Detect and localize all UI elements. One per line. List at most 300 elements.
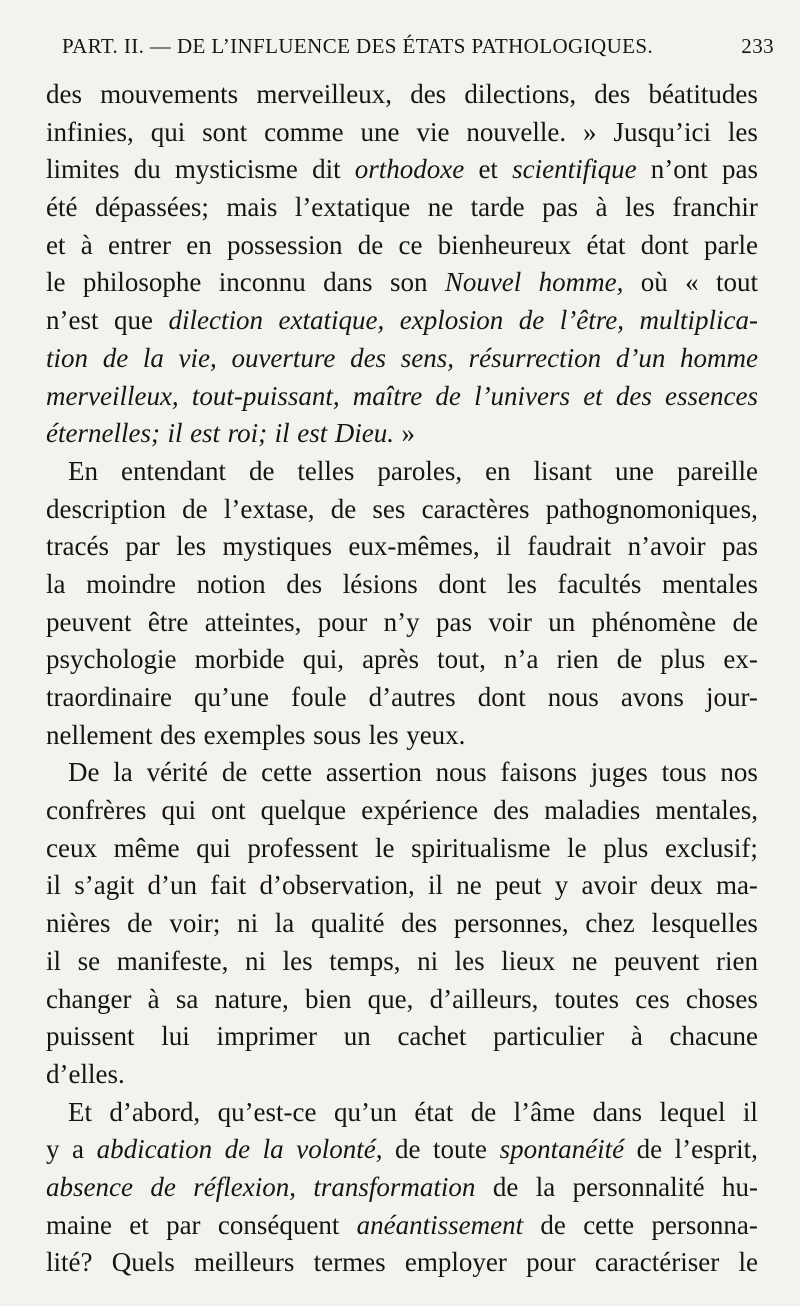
- word: foule: [291, 682, 347, 712]
- word: rien: [716, 945, 758, 976]
- word: nos: [720, 757, 758, 788]
- word: mais: [226, 192, 278, 223]
- word: exclusif;: [664, 832, 758, 863]
- word: qui: [196, 832, 231, 863]
- word: qu’une: [194, 682, 269, 712]
- word: Jusqu’ici: [613, 116, 711, 147]
- word: et: [129, 1209, 149, 1240]
- text-line: [46, 943, 758, 981]
- word: nous: [547, 682, 599, 712]
- word: pas: [542, 192, 579, 223]
- word: y: [554, 870, 569, 901]
- word: il: [742, 1096, 758, 1127]
- word: il: [46, 870, 62, 901]
- word: les: [176, 531, 207, 562]
- word: y: [46, 1134, 60, 1165]
- word: n’a: [504, 644, 539, 675]
- word: En: [68, 455, 98, 486]
- text-line: [46, 1131, 758, 1169]
- word: de: [330, 493, 357, 524]
- word: ces: [635, 983, 670, 1014]
- word: vérité: [146, 757, 209, 788]
- text-line: [46, 227, 758, 265]
- word: état: [414, 1096, 454, 1127]
- word: d’un: [147, 870, 198, 901]
- word: parle: [704, 229, 758, 260]
- word: voir;: [169, 908, 221, 939]
- word: spiritualisme: [411, 832, 551, 863]
- word: homme,: [538, 267, 624, 298]
- word: dont: [640, 229, 689, 260]
- word: qui: [161, 795, 197, 826]
- text-line: [46, 717, 758, 755]
- word: qui,: [302, 644, 344, 675]
- word: phénomène: [591, 606, 717, 637]
- word: homme: [680, 342, 758, 373]
- word: pour: [526, 1247, 576, 1278]
- word: d’ailleurs,: [429, 983, 539, 1014]
- word: personna-: [651, 1209, 758, 1240]
- running-header: [62, 34, 774, 59]
- word: l’esprit,: [674, 1134, 758, 1165]
- word: et: [46, 229, 66, 260]
- word: faisons: [500, 757, 577, 788]
- word: du: [133, 154, 161, 185]
- word: pas: [436, 606, 473, 637]
- text-line: [46, 528, 758, 566]
- word: voir: [488, 606, 532, 637]
- word: ma-: [715, 870, 758, 901]
- word: ses: [372, 493, 406, 524]
- word: de: [248, 455, 275, 486]
- word: jour-: [705, 682, 758, 712]
- word: ont: [211, 795, 246, 826]
- word: a: [72, 1134, 85, 1165]
- word: de: [636, 1134, 663, 1165]
- word: être: [147, 606, 189, 637]
- text-line: [46, 1018, 758, 1056]
- word: extatique,: [278, 305, 385, 336]
- word: yeux.: [406, 719, 466, 750]
- word: de: [182, 493, 208, 524]
- word: orthodoxe: [354, 154, 465, 185]
- word: est: [297, 418, 328, 449]
- word: l’âme: [513, 1096, 576, 1127]
- text-line: [46, 1244, 758, 1282]
- word: sous: [313, 719, 362, 750]
- word: de: [492, 1171, 519, 1202]
- word: assertion: [325, 757, 422, 788]
- word: de: [540, 1209, 566, 1240]
- text-line: [46, 641, 758, 679]
- word: des: [286, 568, 323, 599]
- word: infinies,: [46, 116, 134, 147]
- word: dit: [312, 154, 341, 185]
- word: chacune: [669, 1021, 758, 1052]
- word: personnes,: [453, 908, 569, 939]
- text-line: [46, 264, 758, 302]
- word: tout,: [437, 644, 486, 675]
- word: il: [46, 945, 62, 976]
- word: abdication: [96, 1134, 213, 1165]
- word: nellement: [46, 719, 153, 750]
- word: des: [350, 342, 387, 373]
- word: ceux: [46, 832, 97, 863]
- word: paroles,: [377, 455, 463, 486]
- word: rien: [556, 644, 599, 675]
- word: le: [374, 832, 395, 863]
- word: possession: [226, 229, 343, 260]
- word: de: [102, 342, 129, 373]
- word: mystiques: [222, 531, 333, 562]
- word: d’un: [615, 342, 666, 373]
- word: entendant: [120, 455, 226, 486]
- text-line: [46, 1169, 758, 1207]
- word: de: [518, 305, 545, 336]
- word: tion: [46, 342, 89, 373]
- word: lequel: [659, 1096, 726, 1127]
- word: de: [435, 380, 461, 411]
- word: cette: [261, 757, 313, 788]
- word: temps,: [329, 945, 401, 976]
- text-line: [46, 302, 758, 340]
- word: lieux: [501, 945, 556, 976]
- word: des: [493, 795, 530, 826]
- word: lui: [161, 1021, 190, 1052]
- word: bienheureux: [437, 229, 572, 260]
- word: lesquelles: [651, 908, 758, 939]
- text-line: [46, 189, 758, 227]
- word: nières: [46, 908, 111, 939]
- word: d’abord,: [109, 1096, 201, 1127]
- word: il: [427, 870, 443, 901]
- word: maître: [352, 380, 423, 411]
- word: atteintes,: [204, 606, 302, 637]
- word: état: [586, 229, 626, 260]
- word: roi;: [227, 418, 268, 449]
- word: ne: [456, 870, 482, 901]
- word: essences: [665, 380, 758, 411]
- word: la: [262, 1134, 284, 1165]
- word: sont: [202, 116, 248, 147]
- text-line: [46, 830, 758, 868]
- word: après: [362, 644, 420, 675]
- word: dilections,: [464, 79, 577, 109]
- word: la: [46, 568, 66, 599]
- word: nature,: [214, 983, 289, 1014]
- word: juges: [590, 757, 648, 788]
- word: fait: [210, 870, 247, 901]
- word: traordinaire: [46, 682, 172, 712]
- word: les: [368, 719, 399, 750]
- word: maine: [46, 1209, 112, 1240]
- text-line: [46, 1207, 758, 1245]
- word: les: [624, 192, 655, 223]
- text-line: [46, 151, 758, 189]
- word: les: [454, 945, 485, 976]
- word: où: [640, 267, 668, 298]
- text-line: [46, 378, 758, 416]
- word: employer: [404, 1247, 507, 1278]
- word: par: [166, 1209, 201, 1240]
- word: absence: [46, 1171, 133, 1202]
- word: ni: [237, 908, 259, 939]
- word: chez: [585, 908, 635, 939]
- word: avoir: [581, 870, 637, 901]
- word: Et: [68, 1096, 92, 1127]
- word: transformation: [313, 1171, 476, 1202]
- word: telles: [297, 455, 355, 486]
- word: d’observation,: [259, 870, 415, 901]
- word: volonté,: [296, 1134, 383, 1165]
- word: toutes: [554, 983, 620, 1014]
- word: dépassées;: [94, 192, 209, 223]
- word: confrères: [46, 795, 147, 826]
- word: l’extatique: [294, 192, 411, 223]
- word: tout-puissant,: [191, 380, 340, 411]
- word: anéantissement: [356, 1209, 524, 1240]
- text-line: [46, 754, 758, 792]
- word: par: [125, 531, 160, 562]
- word: choses: [685, 983, 758, 1014]
- word: il: [167, 418, 183, 449]
- word: psychologie: [46, 644, 177, 675]
- word: Nouvel: [444, 267, 522, 298]
- word: De: [68, 757, 100, 788]
- word: ni: [417, 945, 439, 976]
- word: d’elles.: [46, 1058, 125, 1089]
- word: un: [343, 1021, 371, 1052]
- word: pas: [721, 154, 758, 185]
- word: de: [470, 1096, 497, 1127]
- word: toute: [433, 1134, 488, 1165]
- word: quelque: [260, 795, 347, 826]
- word: conséquent: [217, 1209, 340, 1240]
- word: qui: [150, 116, 186, 147]
- text-line: [46, 1056, 758, 1094]
- word: caractères: [421, 493, 530, 524]
- word: personnalité: [572, 1171, 705, 1202]
- word: résurrection: [468, 342, 602, 373]
- word: n’ont: [650, 154, 708, 185]
- word: lésions: [342, 568, 418, 599]
- word: facultés: [557, 568, 642, 599]
- word: n’avoir: [627, 531, 706, 562]
- word: entrer: [108, 229, 171, 260]
- word: ne: [571, 945, 598, 976]
- text-line: [46, 604, 758, 642]
- word: ouverture: [231, 342, 336, 373]
- word: de: [150, 1171, 176, 1202]
- word: pour: [317, 606, 368, 637]
- word: deux: [650, 870, 703, 901]
- word: manifeste,: [116, 945, 229, 976]
- word: vie: [416, 116, 450, 147]
- word: la: [113, 757, 133, 788]
- word: l’être,: [559, 305, 624, 336]
- word: plus: [660, 644, 706, 675]
- text-line: [46, 453, 758, 491]
- word: inconnu: [218, 267, 306, 298]
- word: un: [548, 606, 576, 637]
- body-text: [46, 76, 758, 1282]
- word: Quels: [111, 1247, 175, 1278]
- text-line: [46, 679, 758, 717]
- word: de: [224, 1134, 251, 1165]
- word: cette: [583, 1209, 635, 1240]
- word: les: [282, 945, 313, 976]
- word: lisant: [533, 455, 593, 486]
- word: dont: [438, 568, 487, 599]
- word: n’y: [383, 606, 420, 637]
- text-line: [46, 415, 758, 453]
- word: à: [80, 229, 93, 260]
- word: à: [147, 983, 160, 1014]
- word: «: [685, 267, 699, 298]
- word: de: [732, 606, 758, 637]
- word: pareille: [677, 455, 758, 486]
- word: son: [389, 267, 428, 298]
- word: tracés: [46, 531, 109, 562]
- word: faudrait: [527, 531, 612, 562]
- running-title: PART. II. — DE L’INFLUENCE DES ÉTATS PATHOLOGIQUES.: [62, 34, 654, 58]
- word: ni: [245, 945, 267, 976]
- word: des: [46, 79, 82, 109]
- word: comme: [264, 116, 344, 147]
- word: philosophe: [82, 267, 202, 298]
- word: une: [360, 116, 400, 147]
- word: »: [583, 116, 597, 147]
- word: explosion: [399, 305, 504, 336]
- word: réflexion,: [193, 1171, 296, 1202]
- text-line: [46, 1094, 758, 1132]
- word: meilleurs: [193, 1247, 295, 1278]
- text-line: [46, 867, 758, 905]
- word: de: [616, 644, 643, 675]
- word: mentales,: [655, 795, 758, 826]
- word: qu’est-ce: [217, 1096, 317, 1127]
- word: franchir: [672, 192, 758, 223]
- word: peut: [494, 870, 542, 901]
- word: même: [113, 832, 180, 863]
- word: à: [595, 192, 608, 223]
- word: description: [46, 493, 166, 524]
- word: eux-mêmes,: [348, 531, 480, 562]
- word: expérience: [361, 795, 479, 826]
- word: il: [274, 418, 290, 449]
- word: imprimer: [216, 1021, 317, 1052]
- word: que: [114, 305, 153, 336]
- word: des: [594, 79, 631, 109]
- text-line: [46, 905, 758, 943]
- word: et: [478, 154, 498, 185]
- word: mouvements: [100, 79, 239, 109]
- word: changer: [46, 983, 132, 1014]
- word: se: [77, 945, 101, 976]
- word: mysticisme: [174, 154, 298, 185]
- word: en: [485, 455, 511, 486]
- word: le: [738, 1247, 758, 1278]
- word: tarde: [470, 192, 525, 223]
- word: sa: [175, 983, 199, 1014]
- word: merveilleux,: [46, 380, 179, 411]
- word: des: [615, 380, 652, 411]
- word: Dieu.: [334, 418, 394, 449]
- word: en: [186, 229, 212, 260]
- word: pathognomoniques,: [545, 493, 758, 524]
- word: nouvelle.: [466, 116, 567, 147]
- word: de: [127, 908, 153, 939]
- word: puissent: [46, 1021, 135, 1052]
- word: notion: [196, 568, 266, 599]
- word: le: [46, 267, 66, 298]
- text-line: [46, 491, 758, 529]
- word: les: [727, 116, 758, 147]
- word: tous: [661, 757, 707, 788]
- word: ce: [398, 229, 423, 260]
- word: particulier: [493, 1021, 605, 1052]
- word: spontanéité: [499, 1134, 625, 1165]
- word: bien: [304, 983, 352, 1014]
- word: cachet: [397, 1021, 467, 1052]
- word: multiplica-: [639, 305, 758, 336]
- word: professent: [247, 832, 359, 863]
- word: qu’un: [333, 1096, 397, 1127]
- word: que,: [367, 983, 414, 1014]
- word: mentales: [661, 568, 758, 599]
- word: ne: [427, 192, 454, 223]
- word: peuvent: [613, 945, 700, 976]
- word: maladies: [544, 795, 641, 826]
- word: été: [46, 192, 78, 223]
- word: une: [615, 455, 655, 486]
- word: la: [142, 342, 164, 373]
- word: vie,: [178, 342, 217, 373]
- word: éternelles;: [46, 418, 160, 449]
- word: est: [190, 418, 221, 449]
- word: dont: [477, 682, 526, 712]
- word: béatitudes: [648, 79, 758, 109]
- word: des: [401, 908, 438, 939]
- word: de: [357, 229, 384, 260]
- word: le: [567, 832, 587, 863]
- word: ex-: [723, 644, 758, 675]
- word: peuvent: [46, 606, 132, 637]
- word: de: [395, 1134, 421, 1165]
- word: plus: [603, 832, 649, 863]
- word: dans: [323, 267, 373, 298]
- word: la: [274, 908, 295, 939]
- text-line: [46, 792, 758, 830]
- word: sens,: [400, 342, 454, 373]
- word: n’est: [46, 305, 99, 336]
- word: nous: [435, 757, 487, 788]
- word: l’extase,: [223, 493, 315, 524]
- word: des: [410, 79, 447, 109]
- word: »: [401, 418, 416, 449]
- word: exemples: [203, 719, 306, 750]
- word: et: [583, 380, 603, 411]
- word: dans: [592, 1096, 643, 1127]
- word: la: [535, 1171, 556, 1202]
- word: avons: [620, 682, 684, 712]
- word: termes: [313, 1247, 386, 1278]
- word: d’autres: [368, 682, 456, 712]
- word: s’agit: [74, 870, 135, 901]
- word: des: [160, 719, 197, 750]
- text-line: [46, 566, 758, 604]
- word: morbide: [194, 644, 285, 675]
